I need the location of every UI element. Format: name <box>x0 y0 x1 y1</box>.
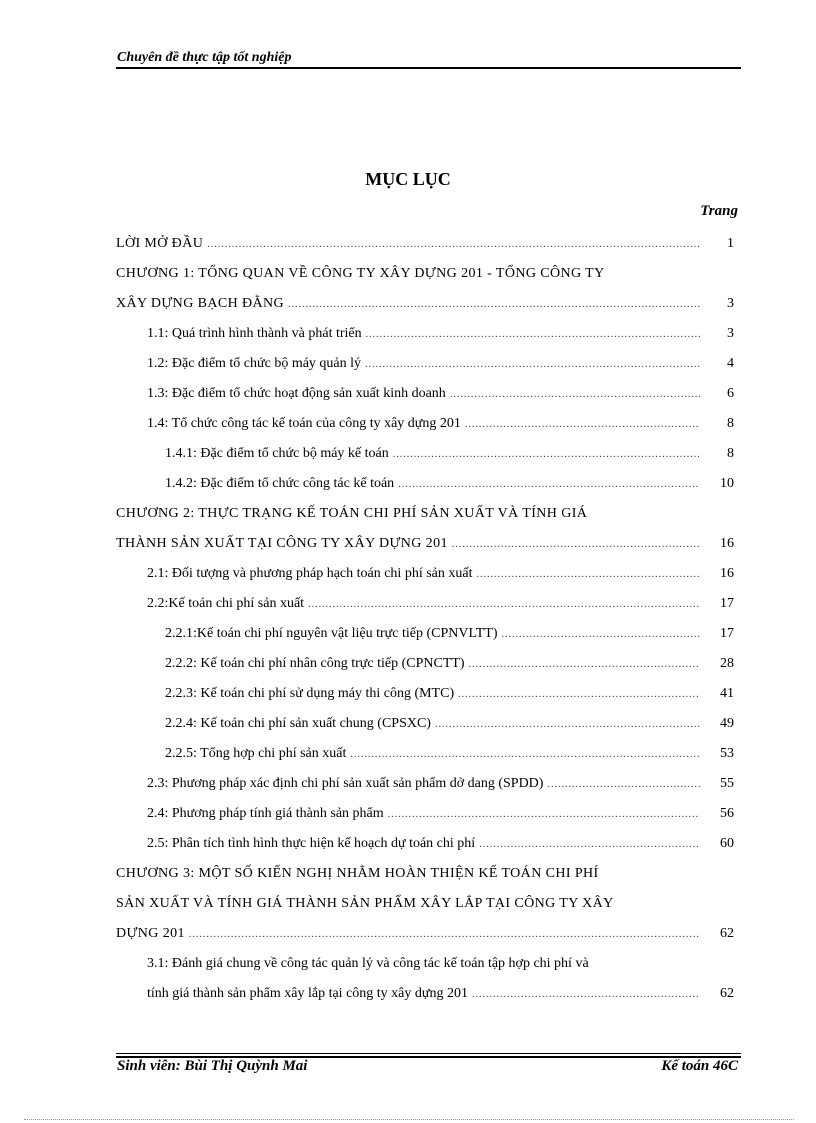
toc-page-number: 28 <box>720 656 734 671</box>
toc-entry <box>116 229 734 259</box>
page-column-label: Trang <box>700 203 738 219</box>
toc-entry-title: 2.2.4: Kế toán chi phí sản xuất chung (CPSXC) <box>165 716 431 731</box>
toc-dot-leader <box>350 740 700 770</box>
toc-entry <box>116 859 734 949</box>
toc-entry-title: 2.2:Kế toán chi phí sản xuất <box>147 596 305 611</box>
toc-entry <box>165 469 734 499</box>
toc-page-number: 16 <box>720 566 734 581</box>
toc-entry-title: THÀNH SẢN XUẤT TẠI CÔNG TY XÂY DỰNG 201 <box>116 536 448 551</box>
toc-page-number: 49 <box>720 716 734 731</box>
toc-dot-leader <box>452 530 700 560</box>
header-rule <box>116 67 741 69</box>
toc-page-number: 62 <box>720 986 734 1001</box>
toc-entry-title: 1.1: Quá trình hình thành và phát triển <box>147 326 362 341</box>
toc-entry <box>147 319 734 349</box>
toc-page-number: 4 <box>727 356 734 371</box>
toc-entry-line: SẢN XUẤT VÀ TÍNH GIÁ THÀNH SẢN PHẨM XÂY LẮP TẠI CÔNG TY XÂY <box>116 896 614 911</box>
toc-entry <box>165 619 734 649</box>
toc-entry-title: 2.3: Phương pháp xác định chi phí sản xuất sản phẩm dở dang (SPDD) <box>147 776 544 791</box>
toc-page-number: 3 <box>727 326 734 341</box>
toc-dot-leader <box>547 770 700 800</box>
toc-page-number: 60 <box>720 836 734 851</box>
toc-entry <box>165 709 734 739</box>
toc-dot-leader <box>288 290 700 320</box>
toc-entry-title: 1.4.2: Đặc điểm tổ chức công tác kế toán <box>165 476 395 491</box>
toc-page-number: 17 <box>720 596 734 611</box>
toc-entry-title: 2.1: Đối tượng và phương pháp hạch toán chi phí sản xuất <box>147 566 473 581</box>
footer-student-name: Sinh viên: Bùi Thị Quỳnh Mai <box>117 1058 308 1074</box>
toc-dot-leader <box>458 680 700 710</box>
toc-entry-title: 1.2: Đặc điểm tổ chức bộ máy quản lý <box>147 356 362 371</box>
toc-dot-leader <box>388 800 700 830</box>
footer-class-name: Kế toán 46C <box>661 1058 738 1074</box>
toc-dot-leader <box>502 620 700 650</box>
toc-dot-leader <box>189 920 700 950</box>
toc-entry <box>165 649 734 679</box>
toc-entry-title: DỰNG 201 <box>116 926 185 941</box>
toc-entry-line: CHƯƠNG 3: MỘT SỐ KIẾN NGHỊ NHẰM HOÀN THIỆN KẾ TOÁN CHI PHÍ <box>116 866 599 881</box>
toc-entry <box>147 559 734 589</box>
footer-rule-thin <box>116 1053 741 1054</box>
toc-page-number: 8 <box>727 416 734 431</box>
toc-dot-leader <box>479 830 700 860</box>
toc-entry-title: tính giá thành sản phẩm xây lắp tại công ty xây dựng 201 <box>147 986 468 1001</box>
toc-entry <box>147 949 734 1009</box>
toc-entry-line: CHƯƠNG 1: TỔNG QUAN VỀ CÔNG TY XÂY DỰNG 201 - TỔNG CÔNG TY <box>116 266 605 281</box>
toc-page-number: 55 <box>720 776 734 791</box>
toc-entry <box>147 349 734 379</box>
toc-dot-leader <box>472 980 700 1010</box>
toc-entry <box>116 499 734 559</box>
toc-entry <box>147 829 734 859</box>
toc-entry-title: 2.2.5: Tổng hợp chi phí sản xuất <box>165 746 347 761</box>
toc-dot-leader <box>398 470 700 500</box>
toc-entry-title: 2.2.2: Kế toán chi phí nhân công trực tiếp (CPNCTT) <box>165 656 465 671</box>
toc-dot-leader <box>465 410 700 440</box>
toc-dot-leader <box>476 560 700 590</box>
toc-dot-leader <box>435 710 700 740</box>
toc-dot-leader <box>393 440 700 470</box>
toc-page-number: 53 <box>720 746 734 761</box>
toc-dot-leader <box>469 650 700 680</box>
table-of-contents <box>0 229 816 1009</box>
toc-page-number: 41 <box>720 686 734 701</box>
toc-entry-title: XÂY DỰNG BẠCH ĐẰNG <box>116 296 285 311</box>
toc-page-number: 10 <box>720 476 734 491</box>
toc-entry <box>116 259 734 319</box>
toc-page-number: 56 <box>720 806 734 821</box>
toc-dot-leader <box>450 380 700 410</box>
toc-entry-title: 1.4.1: Đặc điểm tổ chức bộ máy kế toán <box>165 446 389 461</box>
toc-entry <box>147 769 734 799</box>
toc-entry <box>165 739 734 769</box>
toc-page-number: 17 <box>720 626 734 641</box>
toc-dot-leader <box>366 320 700 350</box>
toc-page-number: 6 <box>727 386 734 401</box>
toc-entry-title: 2.4: Phương pháp tính giá thành sản phẩm <box>147 806 384 821</box>
toc-entry-title: LỜI MỞ ĐẦU <box>116 236 204 251</box>
toc-entry <box>147 409 734 439</box>
toc-page-number: 8 <box>727 446 734 461</box>
toc-entry <box>147 379 734 409</box>
toc-entry-title: 2.2.3: Kế toán chi phí sử dụng máy thi công (MTC) <box>165 686 455 701</box>
toc-dot-leader <box>308 590 700 620</box>
toc-entry <box>165 679 734 709</box>
toc-entry <box>147 589 734 619</box>
toc-entry-title: 1.3: Đặc điểm tổ chức hoạt động sản xuất kinh doanh <box>147 386 446 401</box>
toc-page-number: 1 <box>727 236 734 251</box>
toc-page-number: 3 <box>727 296 734 311</box>
toc-entry-line: 3.1: Đánh giá chung về công tác quản lý và công tác kế toán tập hợp chi phí và <box>147 956 589 971</box>
toc-page-number: 62 <box>720 926 734 941</box>
toc-entry <box>165 439 734 469</box>
toc-dot-leader <box>365 350 700 380</box>
page-bottom-edge <box>24 1119 794 1120</box>
page-title: MỤC LỤC <box>365 169 451 189</box>
toc-entry <box>147 799 734 829</box>
toc-entry-title: 2.2.1:Kế toán chi phí nguyên vật liệu trực tiếp (CPNVLTT) <box>165 626 498 641</box>
toc-entry-line: CHƯƠNG 2: THỰC TRẠNG KẾ TOÁN CHI PHÍ SẢN XUẤT VÀ TÍNH GIÁ <box>116 506 588 521</box>
toc-page-number: 16 <box>720 536 734 551</box>
toc-entry-title: 1.4: Tổ chức công tác kế toán của công ty xây dựng 201 <box>147 416 461 431</box>
toc-entry-title: 2.5: Phân tích tình hình thực hiện kế hoạch dự toán chi phí <box>147 836 476 851</box>
toc-dot-leader <box>207 230 700 260</box>
running-header: Chuyên đề thực tập tốt nghiệp <box>117 50 292 65</box>
